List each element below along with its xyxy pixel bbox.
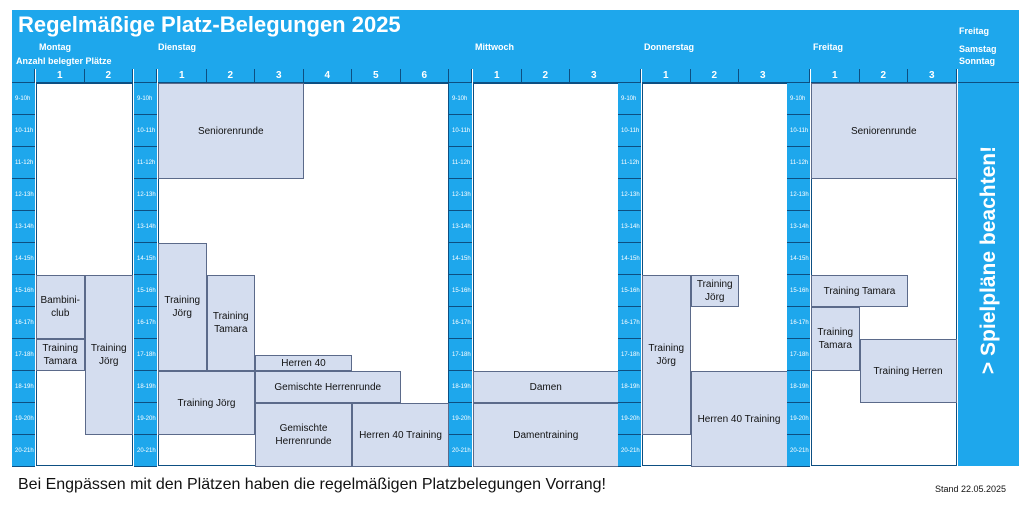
court-header-freitag: 3 bbox=[908, 69, 957, 83]
court-header-montag: 2 bbox=[85, 69, 134, 83]
day-label-freitag: Freitag bbox=[813, 42, 844, 52]
booking-block: Herren 40 Training bbox=[691, 371, 788, 467]
booking-block: Training Herren bbox=[860, 339, 957, 403]
time-slot: 13-14h bbox=[134, 211, 157, 243]
time-slot: 14-15h bbox=[449, 243, 472, 275]
booking-block: Training Jörg bbox=[642, 275, 691, 435]
time-slot: 10-11h bbox=[134, 115, 157, 147]
court-header-dienstag: 1 bbox=[158, 69, 207, 83]
time-slot: 16-17h bbox=[12, 307, 35, 339]
time-slot: 16-17h bbox=[449, 307, 472, 339]
booking-block: Seniorenrunde bbox=[811, 83, 957, 179]
time-slot: 18-19h bbox=[787, 371, 810, 403]
time-slot: 19-20h bbox=[134, 403, 157, 435]
booking-block: Seniorenrunde bbox=[158, 83, 304, 179]
time-slot: 13-14h bbox=[618, 211, 641, 243]
day-label-donnerstag: Donnerstag bbox=[644, 42, 695, 52]
time-slot: 16-17h bbox=[618, 307, 641, 339]
time-slot: 19-20h bbox=[618, 403, 641, 435]
time-slot: 14-15h bbox=[618, 243, 641, 275]
time-slot: 15-16h bbox=[134, 275, 157, 307]
court-header-dienstag: 5 bbox=[352, 69, 401, 83]
time-slot: 14-15h bbox=[12, 243, 35, 275]
time-slot: 11-12h bbox=[449, 147, 472, 179]
time-slot: 11-12h bbox=[787, 147, 810, 179]
courts-count-label: Anzahl belegter Plätze bbox=[16, 56, 112, 66]
court-header-mittwoch: 1 bbox=[473, 69, 522, 83]
time-slot: 19-20h bbox=[12, 403, 35, 435]
time-slot: 20-21h bbox=[787, 435, 810, 467]
court-header-donnerstag: 1 bbox=[642, 69, 691, 83]
time-column-mittwoch bbox=[449, 83, 472, 466]
time-slot: 20-21h bbox=[134, 435, 157, 467]
booking-block: Damentraining bbox=[473, 403, 619, 467]
time-slot: 18-19h bbox=[12, 371, 35, 403]
time-slot: 13-14h bbox=[787, 211, 810, 243]
court-header-mittwoch: 3 bbox=[570, 69, 619, 83]
booking-block: Training Tamara bbox=[207, 275, 256, 371]
booking-block: Training Jörg bbox=[691, 275, 740, 307]
time-slot: 11-12h bbox=[618, 147, 641, 179]
court-header-dienstag: 3 bbox=[255, 69, 304, 83]
time-column-dienstag bbox=[134, 83, 157, 466]
booking-block: Training Tamara bbox=[36, 339, 85, 371]
time-slot: 16-17h bbox=[134, 307, 157, 339]
side-note-text: > Spielpläne beachten! bbox=[977, 145, 1000, 375]
time-slot: 17-18h bbox=[12, 339, 35, 371]
booking-block: Training Jörg bbox=[158, 371, 255, 435]
booking-block: Training Tamara bbox=[811, 307, 860, 371]
time-slot: 18-19h bbox=[134, 371, 157, 403]
time-slot: 18-19h bbox=[618, 371, 641, 403]
time-slot: 9-10h bbox=[618, 83, 641, 115]
time-slot: 9-10h bbox=[134, 83, 157, 115]
time-slot: 12-13h bbox=[787, 179, 810, 211]
time-slot: 11-12h bbox=[134, 147, 157, 179]
time-slot: 17-18h bbox=[449, 339, 472, 371]
time-slot: 18-19h bbox=[449, 371, 472, 403]
court-header-montag: 1 bbox=[36, 69, 85, 83]
time-slot: 10-11h bbox=[787, 115, 810, 147]
time-header-mittwoch bbox=[449, 69, 472, 83]
time-column-montag bbox=[12, 83, 35, 466]
time-slot: 13-14h bbox=[12, 211, 35, 243]
time-header-montag bbox=[12, 69, 35, 83]
time-slot: 12-13h bbox=[134, 179, 157, 211]
time-slot: 13-14h bbox=[449, 211, 472, 243]
time-slot: 17-18h bbox=[134, 339, 157, 371]
time-slot: 10-11h bbox=[12, 115, 35, 147]
time-slot: 15-16h bbox=[618, 275, 641, 307]
booking-block: Training Jörg bbox=[85, 275, 134, 435]
weekend-header bbox=[958, 69, 1019, 83]
time-slot: 17-18h bbox=[787, 339, 810, 371]
time-column-freitag bbox=[787, 83, 810, 466]
court-header-donnerstag: 2 bbox=[691, 69, 740, 83]
time-slot: 14-15h bbox=[134, 243, 157, 275]
time-header-donnerstag bbox=[618, 69, 641, 83]
time-slot: 9-10h bbox=[787, 83, 810, 115]
booking-block: Herren 40 Training bbox=[352, 403, 449, 467]
court-header-dienstag: 6 bbox=[401, 69, 450, 83]
time-slot: 15-16h bbox=[12, 275, 35, 307]
time-slot: 10-11h bbox=[618, 115, 641, 147]
time-slot: 15-16h bbox=[787, 275, 810, 307]
court-header-freitag: 2 bbox=[860, 69, 909, 83]
time-slot: 12-13h bbox=[12, 179, 35, 211]
time-slot: 17-18h bbox=[618, 339, 641, 371]
time-slot: 15-16h bbox=[449, 275, 472, 307]
court-header-mittwoch: 2 bbox=[522, 69, 571, 83]
time-header-freitag bbox=[787, 69, 810, 83]
time-slot: 19-20h bbox=[449, 403, 472, 435]
booking-block: Training Jörg bbox=[158, 243, 207, 371]
day-label-dienstag: Dienstag bbox=[158, 42, 197, 52]
day-label-mittwoch: Mittwoch bbox=[475, 42, 514, 52]
time-column-donnerstag bbox=[618, 83, 641, 466]
time-slot: 20-21h bbox=[618, 435, 641, 467]
time-slot: 12-13h bbox=[449, 179, 472, 211]
time-header-dienstag bbox=[134, 69, 157, 83]
booking-block: Gemischte Herrenrunde bbox=[255, 403, 352, 467]
weekend-label-sonntag: Sonntag bbox=[959, 56, 995, 66]
booking-block: Training Tamara bbox=[811, 275, 908, 307]
time-slot: 9-10h bbox=[12, 83, 35, 115]
court-header-freitag: 1 bbox=[811, 69, 860, 83]
time-slot: 19-20h bbox=[787, 403, 810, 435]
time-slot: 11-12h bbox=[12, 147, 35, 179]
weekend-label-samstag: Samstag bbox=[959, 44, 997, 54]
booking-block: Bambini- club bbox=[36, 275, 85, 339]
court-header-dienstag: 2 bbox=[207, 69, 256, 83]
court-header-donnerstag: 3 bbox=[739, 69, 788, 83]
time-slot: 14-15h bbox=[787, 243, 810, 275]
court-header-dienstag: 4 bbox=[304, 69, 353, 83]
time-slot: 20-21h bbox=[449, 435, 472, 467]
time-slot: 16-17h bbox=[787, 307, 810, 339]
booking-block: Herren 40 bbox=[255, 355, 352, 371]
time-slot: 20-21h bbox=[12, 435, 35, 467]
booking-block: Damen bbox=[473, 371, 619, 403]
time-slot: 12-13h bbox=[618, 179, 641, 211]
page-title: Regelmäßige Platz-Belegungen 2025 bbox=[18, 12, 401, 37]
weekend-label-freitag: Freitag bbox=[959, 26, 990, 36]
day-label-montag: Montag bbox=[39, 42, 71, 52]
booking-block: Gemischte Herrenrunde bbox=[255, 371, 401, 403]
stand-date: Stand 22.05.2025 bbox=[935, 484, 1007, 494]
time-slot: 10-11h bbox=[449, 115, 472, 147]
footer-note: Bei Engpässen mit den Plätzen haben die regelmäßigen Platzbelegungen Vorrang! bbox=[18, 476, 606, 493]
time-slot: 9-10h bbox=[449, 83, 472, 115]
